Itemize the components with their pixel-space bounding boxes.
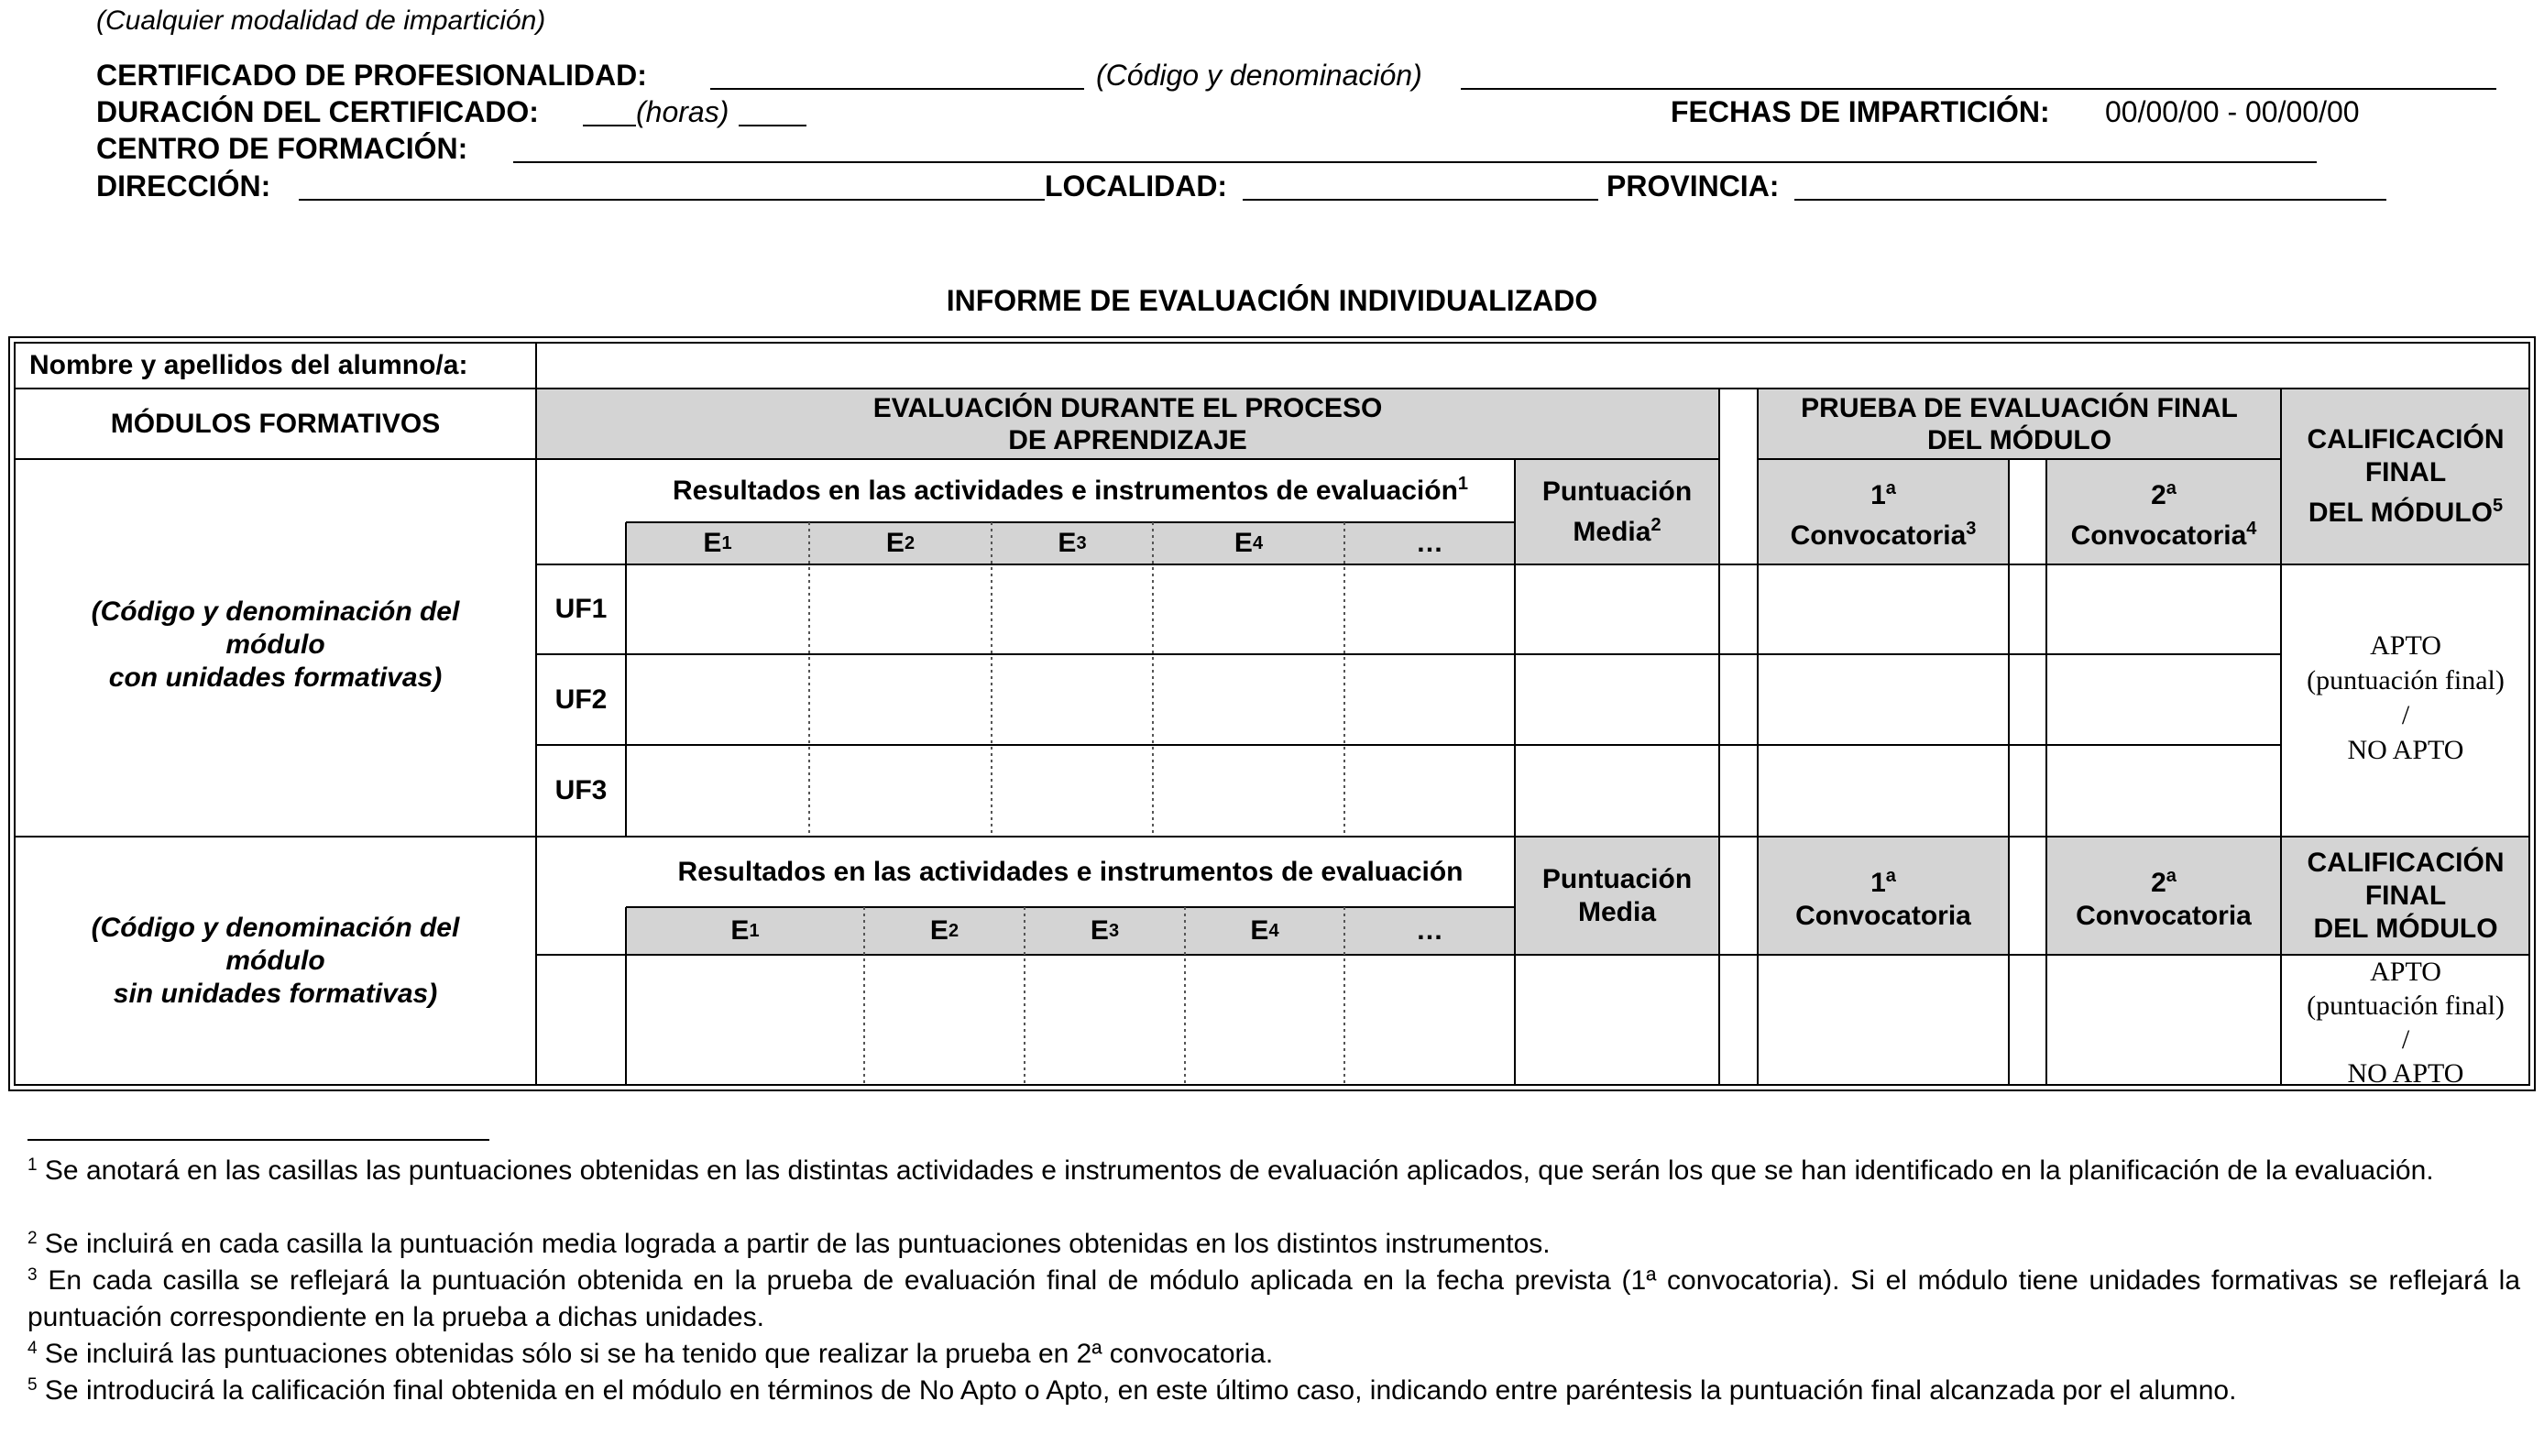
certificado-label: CERTIFICADO DE PROFESIONALIDAD: xyxy=(96,59,647,92)
calificacion-line2: FINAL xyxy=(2364,457,2447,487)
e2-header-2: E 2 xyxy=(929,915,959,946)
footnote-5: $^5$ Se introducirá la calificación final obtenida en el módulo en términos de No Apto o Apto, en este último caso, indicando entre paréntesis la puntuación final alcanzada por el alumno. xyxy=(27,1375,2237,1406)
modulo-sin-uf: (Código y denominación del módulo sin unidades formativas) xyxy=(91,913,460,1009)
eval-proceso-header xyxy=(536,389,1719,459)
direccion-label: DIRECCIÓN: xyxy=(96,170,271,203)
e3-header: E 3 xyxy=(1058,528,1087,558)
ellipsis-header-2: … xyxy=(1416,915,1443,946)
footnote-2: $^2$ Se incluirá en cada casilla la puntuación media lograda a partir de las puntuaciones obtenidas en los distintos instrumentos. xyxy=(27,1229,1551,1259)
centro-label: CENTRO DE FORMACIÓN: xyxy=(96,132,468,165)
fechas-label: FECHAS DE IMPARTICIÓN: xyxy=(1671,95,2050,128)
convocatoria-2-header-2: 2$^a$ Convocatoria xyxy=(2076,865,2252,931)
uf1-label: UF1 xyxy=(554,594,608,624)
eval-proceso-line1: EVALUACIÓN DURANTE EL PROCESO xyxy=(872,392,1383,423)
e4-header-2: E 4 xyxy=(1250,915,1279,946)
footnote-separator xyxy=(27,1139,489,1141)
provincia-label: PROVINCIA: xyxy=(1606,170,1780,203)
alumno-label: Nombre y apellidos del alumno/a: xyxy=(29,350,468,380)
convocatoria-1-header-2: 1$^a$ Convocatoria xyxy=(1795,865,1971,931)
footnote-4: $^4$ Se incluirá las puntuaciones obtenidas sólo si se ha tenido que realizar la prueba en 2ª convocatoria. xyxy=(27,1339,1274,1369)
modalidad-note: (Cualquier modalidad de impartición) xyxy=(96,5,546,36)
footnote-3: $^3$ En cada casilla se reflejará la puntuación obtenida en la prueba de evaluación final de módulo aplicada en la fecha prevista (1ª convocatoria). Si el módulo tiene unidades formativas se reflejará la puntuación correspondiente en la prueba a dichas unidades. xyxy=(27,1265,2521,1332)
puntuacion-media-header-2: Puntuación Media xyxy=(1541,863,1693,927)
ellipsis-header: … xyxy=(1416,528,1443,558)
e1-header: E 1 xyxy=(703,528,732,558)
e2-header: E 2 xyxy=(885,528,916,558)
footnote-1: $^1$ Se anotará en las casillas las puntuaciones obtenidas en las distintas actividades e instrumentos de evaluación aplicados, que serán los que se han identificado en la planificación de la evaluación. xyxy=(27,1155,2434,1186)
apto-noapto-2: APTO (puntuación final) / NO APTO xyxy=(2307,957,2505,1089)
e3-header-2: E 3 xyxy=(1090,915,1120,946)
prueba-final-line1: PRUEBA DE EVALUACIÓN FINAL xyxy=(1801,392,2238,423)
prueba-final-line2: DEL MÓDULO xyxy=(1926,424,2112,455)
modulos-header: MÓDULOS FORMATIVOS xyxy=(110,408,441,439)
apto-noapto-1: APTO (puntuación final) / NO APTO xyxy=(2307,630,2505,765)
alumno-field[interactable] xyxy=(536,343,2529,389)
calificacion-header xyxy=(2281,389,2530,564)
modulo-con-uf: (Código y denominación del módulo con unidades formativas) xyxy=(91,597,460,693)
uf2-label: UF2 xyxy=(554,684,608,715)
calificacion-header-2: CALIFICACIÓN FINAL DEL MÓDULO xyxy=(2307,847,2505,944)
puntuacion-media-header: Puntuación Media$^2$ xyxy=(1541,476,1693,547)
e1-header-2: E 1 xyxy=(730,915,760,946)
prueba-final-header xyxy=(1758,389,2281,459)
convocatoria-2-header: 2$^a$ Convocatoria$^4$ xyxy=(2070,477,2257,551)
fechas-value: 00/00/00 - 00/00/00 xyxy=(2105,95,2360,128)
resultados-header-2: Resultados en las actividades e instrumentos de evaluación xyxy=(677,856,1464,887)
calificacion-line1: CALIFICACIÓN xyxy=(2307,424,2505,454)
resultados-header: Resultados en las actividades e instrumentos de evaluación $^1$ xyxy=(672,473,1469,506)
duracion-label: DURACIÓN DEL CERTIFICADO: xyxy=(96,95,539,128)
uf3-label: UF3 xyxy=(554,775,608,805)
eval-proceso-line2: DE APRENDIZAJE xyxy=(1008,424,1247,455)
e4-header: E 4 xyxy=(1234,528,1264,558)
report-title: INFORME DE EVALUACIÓN INDIVIDUALIZADO xyxy=(946,284,1598,317)
horas-label: (horas) xyxy=(636,95,729,128)
codigo-denominacion-label: (Código y denominación) xyxy=(1096,59,1422,92)
calificacion-line3: DEL MÓDULO$^5$ xyxy=(2308,496,2504,528)
localidad-label: LOCALIDAD: xyxy=(1045,170,1228,203)
convocatoria-1-header: 1$^a$ Convocatoria$^3$ xyxy=(1790,477,1977,551)
